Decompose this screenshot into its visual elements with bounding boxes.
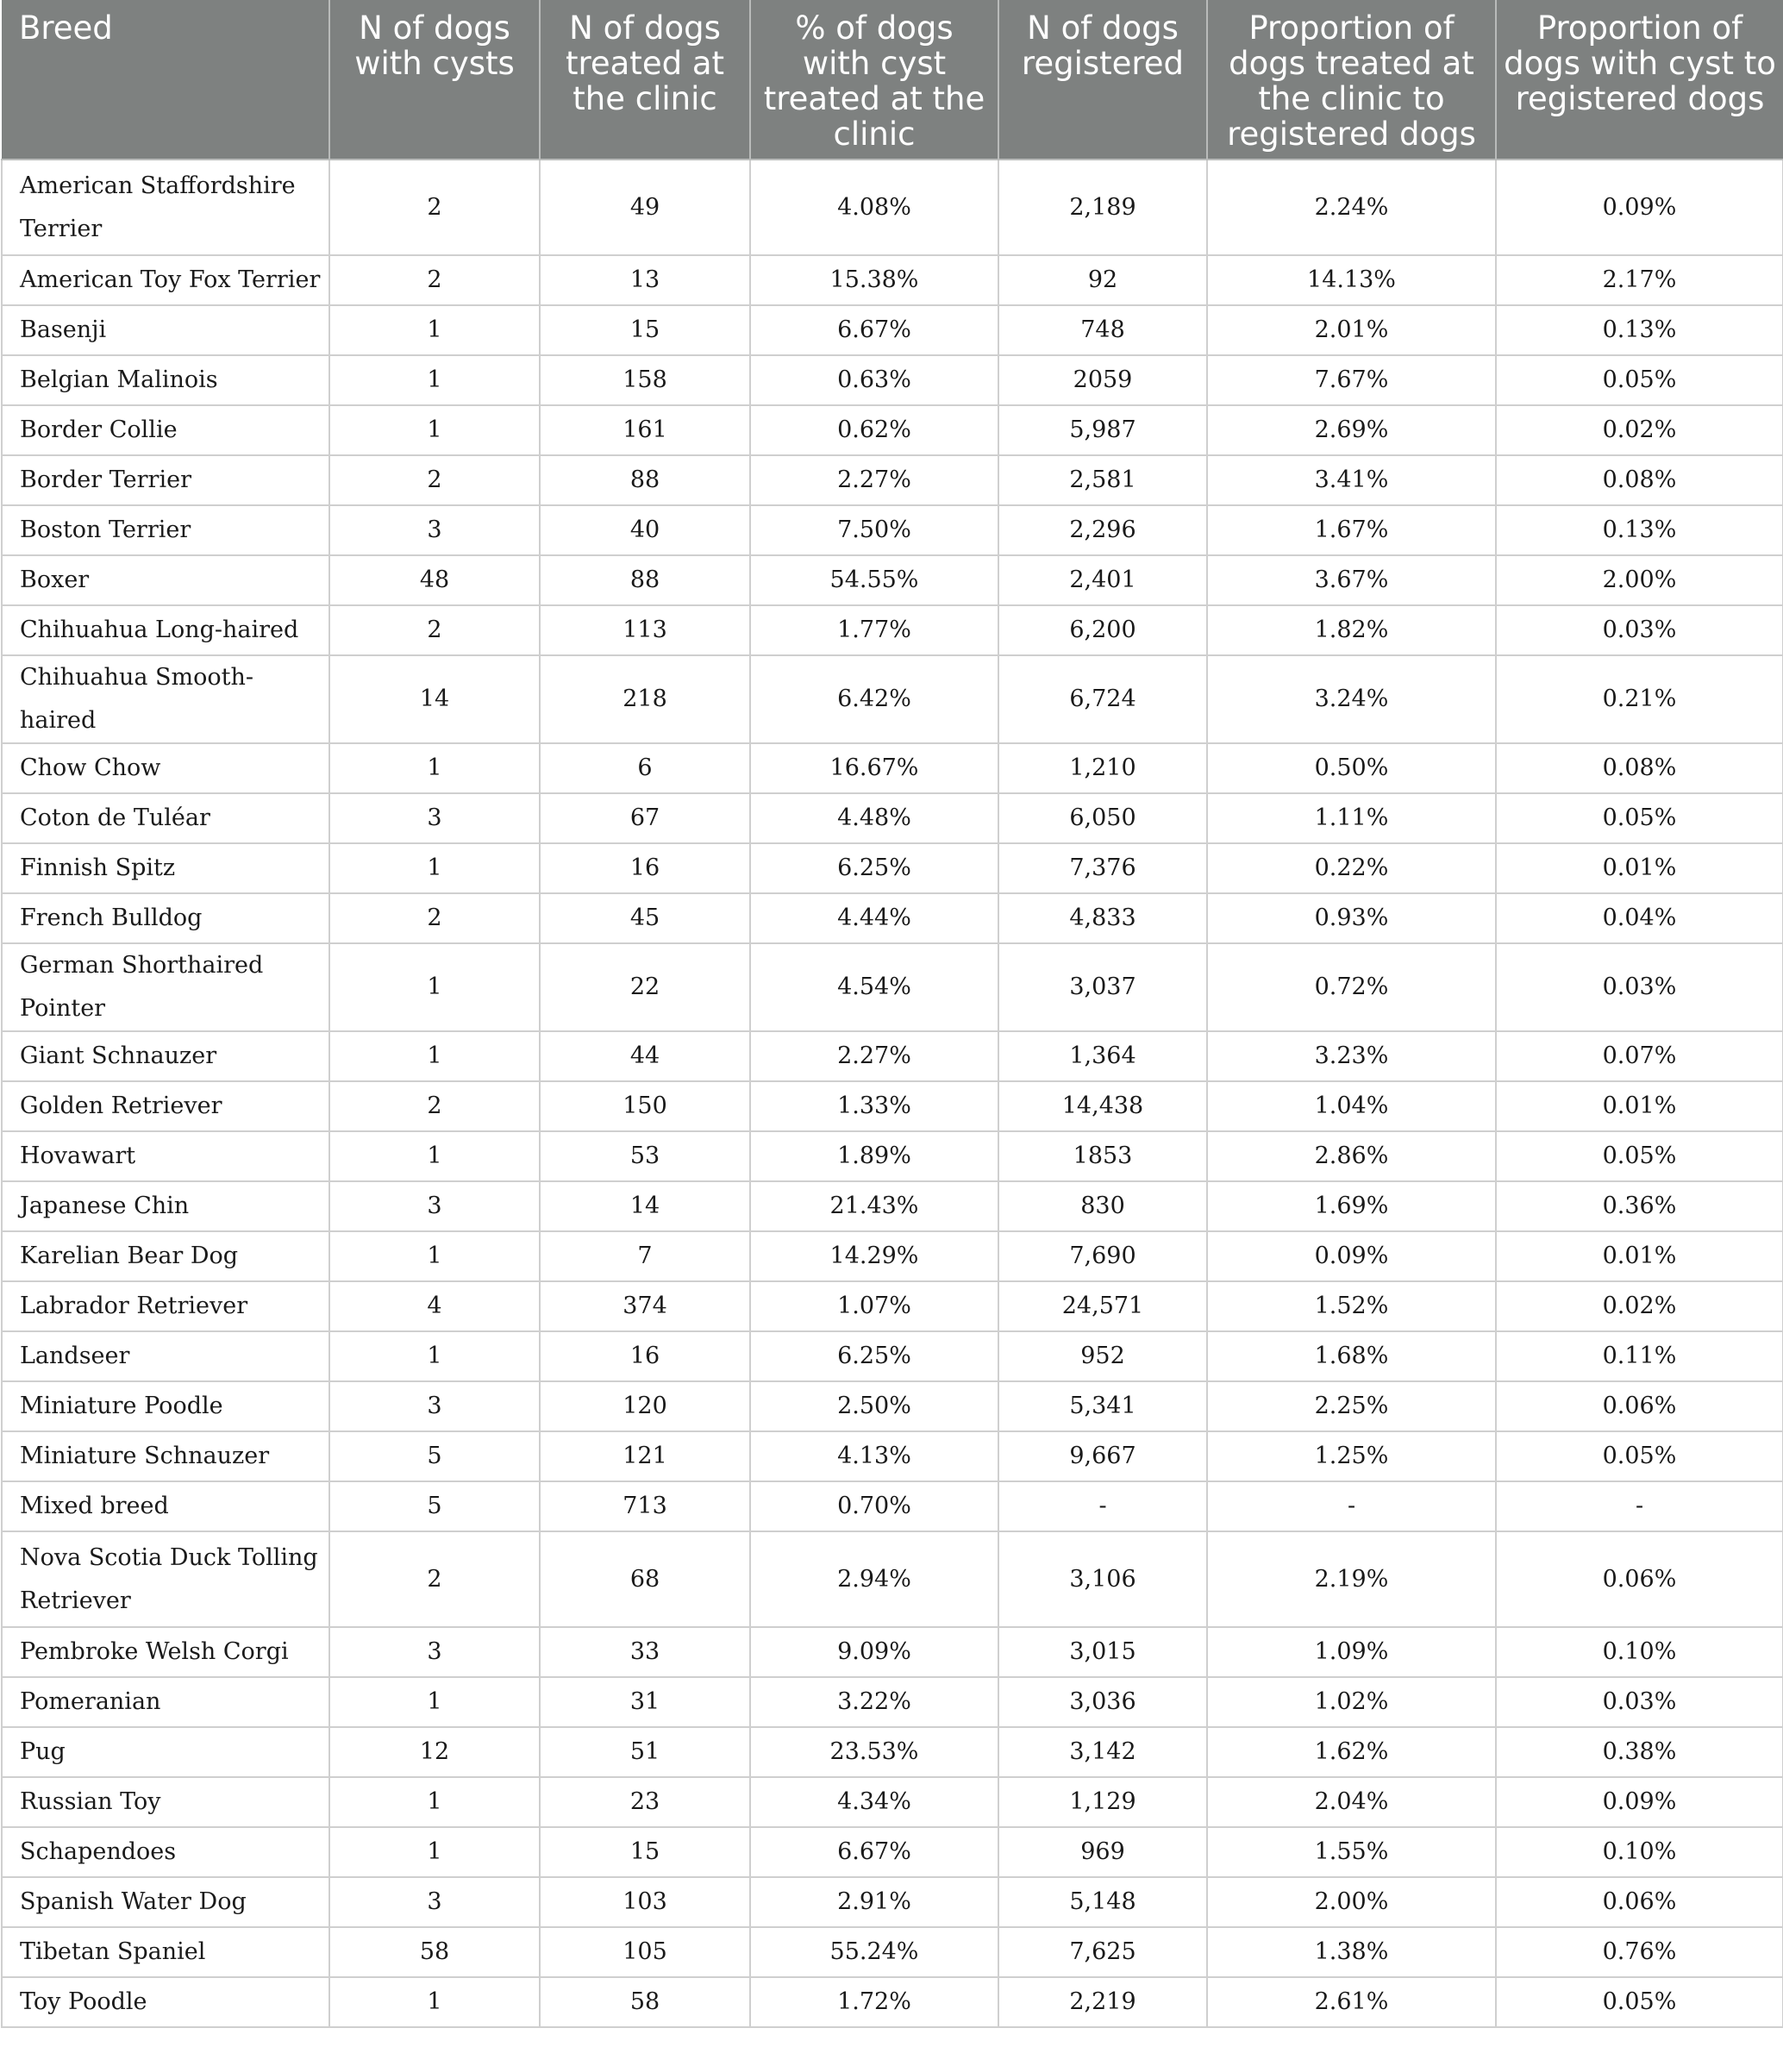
cell-n-registered: 1,210 (998, 743, 1207, 793)
cell-n-treated: 53 (540, 1131, 750, 1181)
cell-n-treated: 113 (540, 605, 750, 655)
cell-n-registered: 3,037 (998, 943, 1207, 1031)
cell-prop-cyst-registered: 0.05% (1496, 1131, 1783, 1181)
cell-prop-treated-registered: 0.22% (1207, 843, 1496, 893)
cell-n-treated: 51 (540, 1727, 750, 1777)
cell-pct-cyst-treated: 55.24% (750, 1927, 998, 1977)
cell-n-treated: 16 (540, 1331, 750, 1381)
cell-pct-cyst-treated: 6.25% (750, 843, 998, 893)
cell-n-treated: 158 (540, 355, 750, 405)
cell-breed: Hovawart (2, 1131, 329, 1181)
cell-n-treated: 6 (540, 743, 750, 793)
header-prop-treated-registered: Proportion of dogs treated at the clinic to registered dogs (1207, 0, 1496, 160)
cell-n-cysts: 2 (329, 1081, 540, 1131)
cell-prop-treated-registered: 1.25% (1207, 1431, 1496, 1481)
cell-breed: Schapendoes (2, 1827, 329, 1877)
cell-n-treated: 68 (540, 1531, 750, 1627)
cell-breed: Toy Poodle (2, 1977, 329, 2027)
cell-n-registered: 6,050 (998, 793, 1207, 843)
cell-prop-cyst-registered: 2.17% (1496, 255, 1783, 305)
table-row (2, 893, 1783, 943)
cell-prop-cyst-registered: 0.10% (1496, 1827, 1783, 1877)
cell-breed: Labrador Retriever (2, 1281, 329, 1331)
cell-n-registered: 7,376 (998, 843, 1207, 893)
cell-prop-treated-registered: 2.04% (1207, 1777, 1496, 1827)
cell-prop-treated-registered: 1.04% (1207, 1081, 1496, 1131)
table-row (2, 1431, 1783, 1481)
cell-prop-treated-registered: 1.82% (1207, 605, 1496, 655)
cell-prop-cyst-registered: 0.13% (1496, 505, 1783, 555)
cell-n-treated: 7 (540, 1231, 750, 1281)
cell-n-registered: 3,015 (998, 1627, 1207, 1677)
cell-prop-treated-registered: 1.52% (1207, 1281, 1496, 1331)
cell-n-registered: 1853 (998, 1131, 1207, 1181)
cell-n-registered: 2059 (998, 355, 1207, 405)
cell-prop-cyst-registered: 0.36% (1496, 1181, 1783, 1231)
cell-n-registered: 748 (998, 305, 1207, 355)
table-row (2, 1531, 1783, 1627)
cell-breed: Russian Toy (2, 1777, 329, 1827)
cell-n-registered: 2,296 (998, 505, 1207, 555)
cell-breed: Japanese Chin (2, 1181, 329, 1231)
cell-prop-treated-registered: 3.41% (1207, 455, 1496, 505)
cell-pct-cyst-treated: 7.50% (750, 505, 998, 555)
header-breed: Breed (2, 0, 329, 160)
cell-breed: Boston Terrier (2, 505, 329, 555)
cell-pct-cyst-treated: 2.50% (750, 1381, 998, 1431)
cell-n-registered: 3,142 (998, 1727, 1207, 1777)
cell-n-cysts: 1 (329, 1231, 540, 1281)
cell-prop-treated-registered: 3.24% (1207, 655, 1496, 743)
cell-n-cysts: 1 (329, 743, 540, 793)
cell-pct-cyst-treated: 6.25% (750, 1331, 998, 1381)
cell-pct-cyst-treated: 6.67% (750, 305, 998, 355)
cell-n-treated: 67 (540, 793, 750, 843)
cell-n-treated: 22 (540, 943, 750, 1031)
cell-prop-cyst-registered: 2.00% (1496, 555, 1783, 605)
cell-n-cysts: 2 (329, 160, 540, 255)
cell-prop-treated-registered: 2.69% (1207, 405, 1496, 455)
cell-prop-treated-registered: 2.19% (1207, 1531, 1496, 1627)
table-row (2, 793, 1783, 843)
cell-prop-cyst-registered: 0.05% (1496, 793, 1783, 843)
cell-n-treated: 105 (540, 1927, 750, 1977)
cell-n-cysts: 3 (329, 1627, 540, 1677)
header-prop-cyst-registered: Proportion of dogs with cyst to registered dogs (1496, 0, 1783, 160)
cell-breed: Mixed breed (2, 1481, 329, 1531)
table-row (2, 1827, 1783, 1877)
cell-pct-cyst-treated: 2.27% (750, 1031, 998, 1081)
cell-n-cysts: 2 (329, 1531, 540, 1627)
table-row (2, 1031, 1783, 1081)
cell-breed: Karelian Bear Dog (2, 1231, 329, 1281)
cell-n-registered: 2,219 (998, 1977, 1207, 2027)
cell-prop-treated-registered: 7.67% (1207, 355, 1496, 405)
table-row (2, 655, 1783, 743)
cell-n-registered: 5,987 (998, 405, 1207, 455)
cell-n-registered: 2,401 (998, 555, 1207, 605)
cell-n-registered: 2,581 (998, 455, 1207, 505)
cell-pct-cyst-treated: 21.43% (750, 1181, 998, 1231)
table-row (2, 1677, 1783, 1727)
cell-n-cysts: 1 (329, 1827, 540, 1877)
table-row (2, 505, 1783, 555)
cell-breed: Pomeranian (2, 1677, 329, 1727)
cell-n-cysts: 1 (329, 1131, 540, 1181)
cell-n-treated: 374 (540, 1281, 750, 1331)
table-row (2, 355, 1783, 405)
cell-n-registered: 5,341 (998, 1381, 1207, 1431)
cell-n-cysts: 2 (329, 893, 540, 943)
cell-n-registered: 3,106 (998, 1531, 1207, 1627)
cell-n-treated: 713 (540, 1481, 750, 1531)
cell-breed: Chihuahua Smooth-haired (2, 655, 329, 743)
cell-n-treated: 45 (540, 893, 750, 943)
cell-prop-cyst-registered: 0.06% (1496, 1531, 1783, 1627)
cell-breed: Nova Scotia Duck Tolling Retriever (2, 1531, 329, 1627)
cell-pct-cyst-treated: 9.09% (750, 1627, 998, 1677)
cell-breed: Border Terrier (2, 455, 329, 505)
cell-breed: Chihuahua Long-haired (2, 605, 329, 655)
cell-prop-treated-registered: 1.69% (1207, 1181, 1496, 1231)
cell-n-cysts: 1 (329, 943, 540, 1031)
cell-prop-cyst-registered: 0.07% (1496, 1031, 1783, 1081)
cell-prop-treated-registered: - (1207, 1481, 1496, 1531)
cell-pct-cyst-treated: 0.63% (750, 355, 998, 405)
table-row (2, 1331, 1783, 1381)
table-row (2, 605, 1783, 655)
cell-breed: Chow Chow (2, 743, 329, 793)
cell-pct-cyst-treated: 3.22% (750, 1677, 998, 1727)
cell-n-treated: 161 (540, 405, 750, 455)
cell-n-treated: 150 (540, 1081, 750, 1131)
cell-prop-cyst-registered: 0.01% (1496, 1231, 1783, 1281)
cell-pct-cyst-treated: 6.67% (750, 1827, 998, 1877)
cell-pct-cyst-treated: 2.94% (750, 1531, 998, 1627)
cell-n-treated: 31 (540, 1677, 750, 1727)
cell-prop-cyst-registered: 0.02% (1496, 405, 1783, 455)
cell-pct-cyst-treated: 4.44% (750, 893, 998, 943)
table-row (2, 743, 1783, 793)
cell-prop-cyst-registered: 0.02% (1496, 1281, 1783, 1331)
cell-breed: Boxer (2, 555, 329, 605)
cell-n-registered: 830 (998, 1181, 1207, 1231)
cell-n-cysts: 2 (329, 605, 540, 655)
cell-prop-cyst-registered: 0.01% (1496, 843, 1783, 893)
cell-pct-cyst-treated: 1.89% (750, 1131, 998, 1181)
cell-n-treated: 88 (540, 555, 750, 605)
cell-n-registered: 4,833 (998, 893, 1207, 943)
cell-pct-cyst-treated: 4.08% (750, 160, 998, 255)
cell-prop-treated-registered: 2.00% (1207, 1877, 1496, 1927)
cell-breed: Giant Schnauzer (2, 1031, 329, 1081)
table-body (2, 160, 1783, 2027)
cell-n-registered: 5,148 (998, 1877, 1207, 1927)
cell-breed: American Toy Fox Terrier (2, 255, 329, 305)
cell-n-cysts: 3 (329, 1877, 540, 1927)
cell-pct-cyst-treated: 0.62% (750, 405, 998, 455)
cell-n-cysts: 1 (329, 305, 540, 355)
cell-prop-cyst-registered: 0.05% (1496, 1431, 1783, 1481)
cell-n-treated: 218 (540, 655, 750, 743)
cell-pct-cyst-treated: 23.53% (750, 1727, 998, 1777)
cell-pct-cyst-treated: 4.13% (750, 1431, 998, 1481)
cell-n-cysts: 1 (329, 1677, 540, 1727)
cell-prop-cyst-registered: 0.08% (1496, 455, 1783, 505)
cell-n-cysts: 1 (329, 355, 540, 405)
table-row (2, 160, 1783, 255)
cell-prop-treated-registered: 0.50% (1207, 743, 1496, 793)
table-row (2, 1181, 1783, 1231)
cell-prop-cyst-registered: 0.38% (1496, 1727, 1783, 1777)
cell-prop-treated-registered: 1.62% (1207, 1727, 1496, 1777)
cell-pct-cyst-treated: 1.07% (750, 1281, 998, 1331)
cell-n-registered: 7,690 (998, 1231, 1207, 1281)
cell-n-cysts: 3 (329, 793, 540, 843)
cell-breed: Miniature Schnauzer (2, 1431, 329, 1481)
cell-breed: Pembroke Welsh Corgi (2, 1627, 329, 1677)
table-row (2, 1627, 1783, 1677)
cell-n-registered: 2,189 (998, 160, 1207, 255)
cell-prop-cyst-registered: 0.06% (1496, 1381, 1783, 1431)
cell-prop-treated-registered: 0.09% (1207, 1231, 1496, 1281)
table-row (2, 1381, 1783, 1431)
cell-n-cysts: 1 (329, 1031, 540, 1081)
cell-prop-treated-registered: 0.93% (1207, 893, 1496, 943)
cell-n-registered: 1,364 (998, 1031, 1207, 1081)
cell-n-treated: 15 (540, 305, 750, 355)
cell-n-cysts: 2 (329, 255, 540, 305)
cell-n-treated: 120 (540, 1381, 750, 1431)
cell-breed: Finnish Spitz (2, 843, 329, 893)
table-row (2, 405, 1783, 455)
header-n-cysts: N of dogs with cysts (329, 0, 540, 160)
cell-prop-cyst-registered: 0.13% (1496, 305, 1783, 355)
cell-n-cysts: 1 (329, 843, 540, 893)
cell-n-treated: 49 (540, 160, 750, 255)
cell-n-registered: 1,129 (998, 1777, 1207, 1827)
table-row (2, 305, 1783, 355)
cell-n-treated: 44 (540, 1031, 750, 1081)
cell-n-cysts: 2 (329, 455, 540, 505)
cell-breed: German Shorthaired Pointer (2, 943, 329, 1031)
cell-breed: American Staffordshire Terrier (2, 160, 329, 255)
cell-prop-cyst-registered: 0.10% (1496, 1627, 1783, 1677)
table-row (2, 943, 1783, 1031)
cell-prop-treated-registered: 2.01% (1207, 305, 1496, 355)
cell-n-cysts: 1 (329, 1777, 540, 1827)
table-row (2, 255, 1783, 305)
cell-prop-cyst-registered: 0.06% (1496, 1877, 1783, 1927)
cell-n-cysts: 5 (329, 1431, 540, 1481)
cell-n-registered: 6,724 (998, 655, 1207, 743)
cell-prop-treated-registered: 0.72% (1207, 943, 1496, 1031)
cell-breed: Miniature Poodle (2, 1381, 329, 1431)
cell-prop-cyst-registered: 0.01% (1496, 1081, 1783, 1131)
cell-n-cysts: 14 (329, 655, 540, 743)
cell-prop-treated-registered: 3.67% (1207, 555, 1496, 605)
cell-n-cysts: 5 (329, 1481, 540, 1531)
cell-n-treated: 121 (540, 1431, 750, 1481)
cell-n-cysts: 1 (329, 1331, 540, 1381)
cell-n-treated: 15 (540, 1827, 750, 1877)
cell-n-cysts: 1 (329, 405, 540, 455)
table-row (2, 455, 1783, 505)
cell-prop-cyst-registered: 0.08% (1496, 743, 1783, 793)
cell-n-registered: 3,036 (998, 1677, 1207, 1727)
cell-breed: Pug (2, 1727, 329, 1777)
cell-prop-treated-registered: 1.67% (1207, 505, 1496, 555)
cell-n-registered: - (998, 1481, 1207, 1531)
cell-prop-treated-registered: 14.13% (1207, 255, 1496, 305)
table-row (2, 1877, 1783, 1927)
cell-n-registered: 24,571 (998, 1281, 1207, 1331)
cell-pct-cyst-treated: 54.55% (750, 555, 998, 605)
cell-breed: Tibetan Spaniel (2, 1927, 329, 1977)
table-row (2, 1281, 1783, 1331)
cell-prop-treated-registered: 1.55% (1207, 1827, 1496, 1877)
cell-prop-treated-registered: 3.23% (1207, 1031, 1496, 1081)
header-n-treated: N of dogs treated at the clinic (540, 0, 750, 160)
cell-prop-cyst-registered: 0.76% (1496, 1927, 1783, 1977)
cell-n-treated: 103 (540, 1877, 750, 1927)
table-row (2, 1977, 1783, 2027)
table-row (2, 1231, 1783, 1281)
cell-n-treated: 23 (540, 1777, 750, 1827)
cell-prop-cyst-registered: 0.11% (1496, 1331, 1783, 1381)
cell-prop-treated-registered: 2.61% (1207, 1977, 1496, 2027)
cell-n-treated: 16 (540, 843, 750, 893)
header-row (2, 0, 1783, 160)
cell-breed: Coton de Tuléar (2, 793, 329, 843)
cell-breed: Landseer (2, 1331, 329, 1381)
cell-n-registered: 7,625 (998, 1927, 1207, 1977)
table-header (2, 0, 1783, 160)
cell-n-treated: 40 (540, 505, 750, 555)
cell-pct-cyst-treated: 1.72% (750, 1977, 998, 2027)
cell-n-treated: 88 (540, 455, 750, 505)
cell-n-cysts: 3 (329, 505, 540, 555)
cell-n-registered: 9,667 (998, 1431, 1207, 1481)
cell-prop-cyst-registered: 0.21% (1496, 655, 1783, 743)
table-row (2, 1777, 1783, 1827)
cell-n-cysts: 12 (329, 1727, 540, 1777)
cell-n-registered: 6,200 (998, 605, 1207, 655)
table-row (2, 1481, 1783, 1531)
cell-n-cysts: 48 (329, 555, 540, 605)
cell-n-cysts: 58 (329, 1927, 540, 1977)
cell-n-cysts: 4 (329, 1281, 540, 1331)
cell-n-cysts: 1 (329, 1977, 540, 2027)
cell-prop-treated-registered: 1.38% (1207, 1927, 1496, 1977)
table-row (2, 1131, 1783, 1181)
cell-pct-cyst-treated: 2.27% (750, 455, 998, 505)
cell-prop-cyst-registered: 0.03% (1496, 1677, 1783, 1727)
cell-pct-cyst-treated: 0.70% (750, 1481, 998, 1531)
cell-prop-treated-registered: 2.25% (1207, 1381, 1496, 1431)
cell-n-treated: 13 (540, 255, 750, 305)
table-row (2, 1081, 1783, 1131)
table-row (2, 1727, 1783, 1777)
cell-prop-cyst-registered: 0.05% (1496, 355, 1783, 405)
cell-prop-treated-registered: 1.11% (1207, 793, 1496, 843)
cell-n-registered: 969 (998, 1827, 1207, 1877)
cell-prop-treated-registered: 2.86% (1207, 1131, 1496, 1181)
cell-breed: Spanish Water Dog (2, 1877, 329, 1927)
table-row (2, 555, 1783, 605)
breed-cyst-table (1, 0, 1783, 2028)
cell-breed: French Bulldog (2, 893, 329, 943)
cell-n-cysts: 3 (329, 1381, 540, 1431)
cell-prop-cyst-registered: - (1496, 1481, 1783, 1531)
header-pct-cyst-treated: % of dogs with cyst treated at the clinic (750, 0, 998, 160)
cell-prop-cyst-registered: 0.05% (1496, 1977, 1783, 2027)
cell-n-cysts: 3 (329, 1181, 540, 1231)
cell-pct-cyst-treated: 2.91% (750, 1877, 998, 1927)
cell-pct-cyst-treated: 1.77% (750, 605, 998, 655)
cell-breed: Belgian Malinois (2, 355, 329, 405)
cell-n-treated: 58 (540, 1977, 750, 2027)
cell-pct-cyst-treated: 14.29% (750, 1231, 998, 1281)
cell-prop-cyst-registered: 0.03% (1496, 943, 1783, 1031)
table-row (2, 843, 1783, 893)
cell-pct-cyst-treated: 4.34% (750, 1777, 998, 1827)
cell-pct-cyst-treated: 15.38% (750, 255, 998, 305)
cell-prop-cyst-registered: 0.04% (1496, 893, 1783, 943)
cell-breed: Golden Retriever (2, 1081, 329, 1131)
cell-prop-treated-registered: 1.02% (1207, 1677, 1496, 1727)
cell-prop-treated-registered: 1.09% (1207, 1627, 1496, 1677)
cell-prop-cyst-registered: 0.09% (1496, 160, 1783, 255)
cell-n-registered: 92 (998, 255, 1207, 305)
cell-n-registered: 14,438 (998, 1081, 1207, 1131)
cell-prop-treated-registered: 1.68% (1207, 1331, 1496, 1381)
cell-pct-cyst-treated: 6.42% (750, 655, 998, 743)
cell-prop-treated-registered: 2.24% (1207, 160, 1496, 255)
table-row (2, 1927, 1783, 1977)
cell-n-treated: 33 (540, 1627, 750, 1677)
cell-breed: Border Collie (2, 405, 329, 455)
cell-pct-cyst-treated: 4.54% (750, 943, 998, 1031)
cell-prop-cyst-registered: 0.03% (1496, 605, 1783, 655)
header-n-registered: N of dogs registered (998, 0, 1207, 160)
cell-pct-cyst-treated: 4.48% (750, 793, 998, 843)
cell-prop-cyst-registered: 0.09% (1496, 1777, 1783, 1827)
cell-pct-cyst-treated: 1.33% (750, 1081, 998, 1131)
cell-n-treated: 14 (540, 1181, 750, 1231)
cell-n-registered: 952 (998, 1331, 1207, 1381)
cell-breed: Basenji (2, 305, 329, 355)
cell-pct-cyst-treated: 16.67% (750, 743, 998, 793)
